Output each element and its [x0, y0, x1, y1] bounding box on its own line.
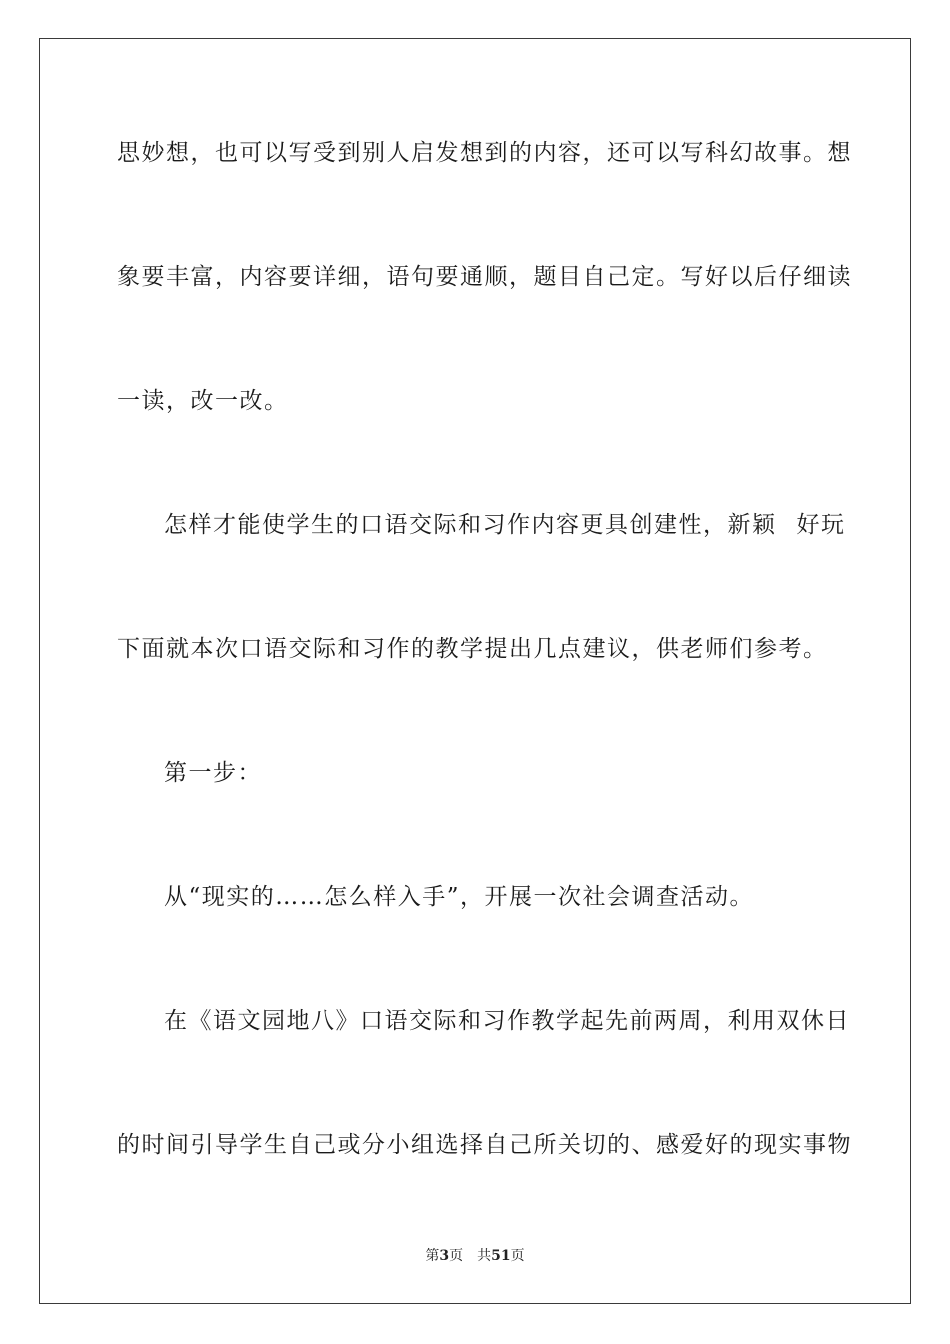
text-line-3: 一读，改一改。 — [117, 388, 289, 414]
footer-page-number: 3 — [439, 1248, 450, 1264]
text-line-1: 思妙想，也可以写受到别人启发想到的内容，还可以写科幻故事。想 — [117, 140, 852, 166]
text-line-4-main: 怎样才能使学生的口语交际和习作内容更具创建性，新颖 — [164, 512, 777, 538]
footer-total-suffix: 页 — [510, 1248, 525, 1264]
text-line-4-tail: 好玩 — [796, 512, 846, 538]
text-line-4 — [164, 510, 884, 540]
footer-total-pages: 51 — [491, 1248, 511, 1264]
text-line-7: 从“现实的……怎么样入手”，开展一次社会调查活动。 — [164, 884, 755, 910]
footer-total-prefix: 共 — [477, 1248, 492, 1264]
text-line-8: 在《语文园地八》口语交际和习作教学起先前两周，利用双休日 — [164, 1008, 850, 1034]
footer-page-prefix: 第 — [425, 1248, 440, 1264]
text-line-9: 的时间引导学生自己或分小组选择自己所关切的、感爱好的现实事物 — [117, 1132, 852, 1158]
text-line-2: 象要丰富，内容要详细，语句要通顺，题目自己定。写好以后仔细读 — [117, 264, 852, 290]
text-line-5: 下面就本次口语交际和习作的教学提出几点建议，供老师们参考。 — [117, 636, 828, 662]
page-border — [39, 38, 911, 1304]
footer-page-suffix: 页 — [449, 1248, 464, 1264]
page-footer — [0, 1247, 950, 1265]
step-heading: 第一步： — [164, 760, 262, 786]
